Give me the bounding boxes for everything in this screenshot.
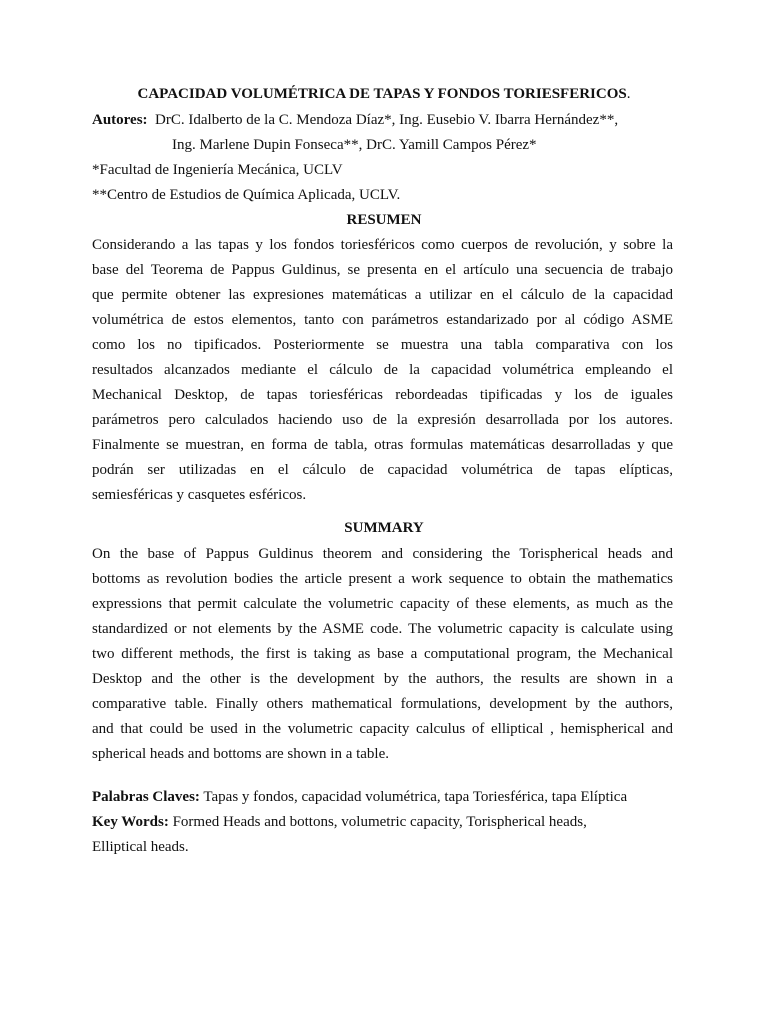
summary-line: Desktop and the other is the development by the authors, the results are shown in a: [92, 671, 673, 687]
palabras-claves: [92, 787, 627, 807]
key-words-continued: Elliptical heads.: [92, 839, 189, 855]
summary-line: bottoms as revolution bodies the article present a work sequence to obtain the mathematics: [92, 571, 673, 587]
key-words: [92, 812, 587, 832]
resumen-line: Mechanical Desktop, de tapas toriesféricas rebordeadas tipificadas y los de iguales: [92, 387, 673, 403]
resumen-line: volumétrica de estos elementos, tanto con parámetros estandarizado por al código ASME: [92, 312, 673, 328]
resumen-heading-text: RESUMEN: [346, 212, 422, 228]
resumen-line: Finalmente se muestran, en forma de tabla, otras formulas matemáticas desarrolladas y que: [92, 437, 673, 453]
affiliation-2: **Centro de Estudios de Química Aplicada, UCLV.: [92, 187, 401, 203]
keywords-label: Key Words:: [92, 814, 169, 830]
paper-title: [0, 84, 768, 104]
palabras-label: Palabras Claves:: [92, 789, 200, 805]
authors-line-1: [92, 110, 618, 130]
title-text: CAPACIDAD VOLUMÉTRICA DE TAPAS Y FONDOS TORIESFERICOS: [137, 86, 627, 102]
authors-names-1: DrC. Idalberto de la C. Mendoza Díaz*, Ing. Eusebio V. Ibarra Hernández**,: [155, 112, 619, 128]
resumen-line: como los no tipificados. Posteriormente se muestra una tabla comparativa con los: [92, 337, 673, 353]
resumen-heading: [0, 210, 768, 230]
summary-line: and that could be used in the volumetric capacity calculus of elliptical , hemispherical and: [92, 721, 673, 737]
keywords-text: Formed Heads and bottons, volumetric capacity, Torispherical heads,: [172, 814, 587, 830]
summary-line: standardized or not elements by the ASME code. The volumetric capacity is calculate using: [92, 621, 673, 637]
summary-heading-text: SUMMARY: [344, 520, 424, 536]
summary-line: spherical heads and bottoms are shown in a table.: [92, 746, 389, 762]
resumen-line: podrán ser utilizadas en el cálculo de capacidad volumétrica de tapas elípticas,: [92, 462, 673, 478]
resumen-line: resultados alcanzados mediante el cálculo de la capacidad volumétrica empleando el: [92, 362, 673, 378]
resumen-line: base del Teorema de Pappus Guldinus, se presenta en el artículo una secuencia de trabajo: [92, 262, 673, 278]
resumen-line: que permite obtener las expresiones matemáticas a utilizar en el cálculo de la capacidad: [92, 287, 673, 303]
resumen-line: Considerando a las tapas y los fondos toriesféricos como cuerpos de revolución, y sobre la: [92, 237, 673, 253]
resumen-line: parámetros pero calculados haciendo uso de la expresión desarrollada por los autores.: [92, 412, 673, 428]
summary-line: two different methods, the first is taking as base a computational program, the Mechanical: [92, 646, 673, 662]
resumen-line: semiesféricas y casquetes esféricos.: [92, 487, 307, 503]
authors-label: Autores:: [92, 112, 148, 128]
palabras-text: Tapas y fondos, capacidad volumétrica, tapa Toriesférica, tapa Elíptica: [203, 789, 628, 805]
summary-line: expressions that permit calculate the volumetric capacity of these elements, as much as the: [92, 596, 673, 612]
summary-heading: [0, 518, 768, 538]
summary-line: On the base of Pappus Guldinus theorem and considering the Torispherical heads and: [92, 546, 673, 562]
affiliation-1: *Facultad de Ingeniería Mecánica, UCLV: [92, 162, 343, 178]
summary-line: comparative table. Finally others mathematical formulations, development by the authors,: [92, 696, 673, 712]
authors-line-2: Ing. Marlene Dupin Fonseca**, DrC. Yamill Campos Pérez*: [172, 137, 537, 153]
title-period: .: [626, 86, 631, 102]
